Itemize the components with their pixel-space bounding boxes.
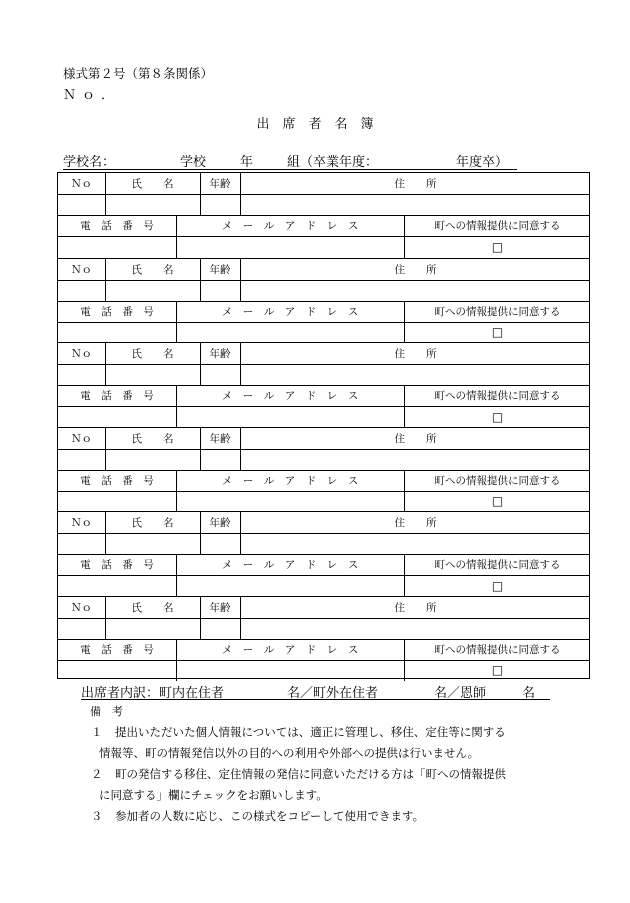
roster-entry-1 <box>58 173 589 258</box>
school-label: 学校 <box>180 155 207 170</box>
header-address: 住 所 <box>394 517 437 530</box>
grad-year-suffix: 年度卒） <box>456 155 509 170</box>
entry-age-field[interactable] <box>200 449 240 470</box>
entry-email-field[interactable] <box>176 236 404 257</box>
header-address: 住 所 <box>394 348 437 361</box>
header-age: 年齢 <box>209 601 231 614</box>
entry-no-field[interactable] <box>58 449 105 470</box>
year-label: 年 <box>240 155 254 170</box>
note-3-line-1: 参加者の人数に応じ、この様式をコピーして使用できます。 <box>115 809 425 823</box>
entry-no-field[interactable] <box>58 280 105 301</box>
header-address: 住 所 <box>394 178 437 191</box>
entry-address-field[interactable] <box>240 618 591 639</box>
roster-entry-3 <box>58 342 589 428</box>
header-email: メ ー ル ア ド レ ス <box>221 305 359 318</box>
entry-phone-field[interactable] <box>58 491 176 512</box>
entry-email-field[interactable] <box>176 575 404 596</box>
entry-phone-field[interactable] <box>58 660 176 681</box>
header-no: Ｎｏ <box>71 517 92 530</box>
attendee-breakdown-line <box>81 681 550 700</box>
entry-no-field[interactable] <box>58 618 105 639</box>
class-grad-year-label: 組（卒業年度： <box>287 155 379 170</box>
entry-age-field[interactable] <box>200 280 240 301</box>
consent-checkbox[interactable]: □ <box>491 578 504 593</box>
entry-age-field[interactable] <box>200 533 240 554</box>
header-consent: 町への情報提供に同意する <box>434 643 561 656</box>
header-name: 氏 名 <box>131 348 174 361</box>
header-age: 年齢 <box>209 432 231 445</box>
header-age: 年齢 <box>209 517 231 530</box>
breakdown-teacher: 名／恩師 <box>434 686 487 701</box>
school-name-label: 学校名： <box>63 155 116 170</box>
entry-email-field[interactable] <box>176 322 404 343</box>
header-email: メ ー ル ア ド レ ス <box>221 220 359 233</box>
consent-checkbox[interactable]: □ <box>491 239 504 254</box>
entry-name-field[interactable] <box>105 364 200 385</box>
breakdown-out-town: 名／町外在住者 <box>287 686 379 701</box>
entry-age-field[interactable] <box>200 364 240 385</box>
entry-phone-field[interactable] <box>58 322 176 343</box>
header-phone: 電 話 番 号 <box>80 474 154 487</box>
header-email: メ ー ル ア ド レ ス <box>221 643 359 656</box>
entry-phone-field[interactable] <box>58 406 176 427</box>
header-name: 氏 名 <box>131 178 174 191</box>
entry-address-field[interactable] <box>240 449 591 470</box>
entry-phone-field[interactable] <box>58 575 176 596</box>
entry-name-field[interactable] <box>105 280 200 301</box>
header-no: Ｎｏ <box>71 263 92 276</box>
header-consent: 町への情報提供に同意する <box>434 474 561 487</box>
header-address: 住 所 <box>394 601 437 614</box>
header-consent: 町への情報提供に同意する <box>434 559 561 572</box>
entry-address-field[interactable] <box>240 533 591 554</box>
entry-name-field[interactable] <box>105 618 200 639</box>
entry-name-field[interactable] <box>105 194 200 215</box>
header-no: Ｎｏ <box>71 348 92 361</box>
header-name: 氏 名 <box>131 517 174 530</box>
header-no: Ｎｏ <box>71 178 92 191</box>
note-2-line-2: に同意する」欄にチェックをお願いします。 <box>99 788 328 802</box>
header-email: メ ー ル ア ド レ ス <box>221 559 359 572</box>
roster-entry-4 <box>58 427 589 513</box>
entry-no-field[interactable] <box>58 533 105 554</box>
document-number: Ｎｏ． <box>63 88 121 103</box>
page-title: 出 席 者 名 簿 <box>256 117 374 132</box>
header-phone: 電 話 番 号 <box>80 559 154 572</box>
breakdown-unit: 名 <box>522 686 536 701</box>
entry-email-field[interactable] <box>176 660 404 681</box>
header-address: 住 所 <box>394 432 437 445</box>
entry-address-field[interactable] <box>240 194 591 215</box>
roster-entry-5 <box>58 511 589 597</box>
entry-name-field[interactable] <box>105 533 200 554</box>
entry-no-field[interactable] <box>58 364 105 385</box>
entry-address-field[interactable] <box>240 364 591 385</box>
notes-heading: 備 考 <box>90 705 123 718</box>
header-age: 年齢 <box>209 348 231 361</box>
header-consent: 町への情報提供に同意する <box>434 220 561 233</box>
consent-checkbox[interactable]: □ <box>491 325 504 340</box>
header-phone: 電 話 番 号 <box>80 305 154 318</box>
entry-age-field[interactable] <box>200 194 240 215</box>
consent-checkbox[interactable]: □ <box>491 494 504 509</box>
form-number: 様式第２号（第８条関係） <box>63 66 214 81</box>
header-phone: 電 話 番 号 <box>80 390 154 403</box>
header-consent: 町への情報提供に同意する <box>434 305 561 318</box>
header-no: Ｎｏ <box>71 601 92 614</box>
header-name: 氏 名 <box>131 263 174 276</box>
note-1-line-2: 情報等、町の情報発信以外の目的への利用や外部への提供は行いません。 <box>99 746 480 760</box>
header-email: メ ー ル ア ド レ ス <box>221 390 359 403</box>
consent-checkbox[interactable]: □ <box>491 663 504 678</box>
entry-address-field[interactable] <box>240 280 591 301</box>
entry-no-field[interactable] <box>58 194 105 215</box>
breakdown-in-town: 出席者内訳：町内在住者 <box>81 686 225 701</box>
header-age: 年齢 <box>209 178 231 191</box>
header-consent: 町への情報提供に同意する <box>434 390 561 403</box>
school-info-line <box>63 151 517 170</box>
header-no: Ｎｏ <box>71 432 92 445</box>
entry-phone-field[interactable] <box>58 236 176 257</box>
header-age: 年齢 <box>209 263 231 276</box>
entry-email-field[interactable] <box>176 406 404 427</box>
roster-entry-2 <box>58 258 589 344</box>
entry-email-field[interactable] <box>176 491 404 512</box>
header-address: 住 所 <box>394 263 437 276</box>
header-email: メ ー ル ア ド レ ス <box>221 474 359 487</box>
header-name: 氏 名 <box>131 601 174 614</box>
note-2-line-1: 町の発信する移住、定住情報の発信に同意いただける方は「町への情報提供 <box>115 767 506 781</box>
header-phone: 電 話 番 号 <box>80 220 154 233</box>
entry-name-field[interactable] <box>105 449 200 470</box>
roster-entry-6 <box>58 596 589 682</box>
note-1-line-1: 提出いただいた個人情報については、適正に管理し、移住、定住等に関する <box>115 725 506 739</box>
note-1-number: １ <box>91 725 103 739</box>
note-3-number: ３ <box>91 809 103 823</box>
header-phone: 電 話 番 号 <box>80 643 154 656</box>
consent-checkbox[interactable]: □ <box>491 409 504 424</box>
header-name: 氏 名 <box>131 432 174 445</box>
note-2-number: ２ <box>91 767 103 781</box>
attendee-roster-table <box>57 172 590 679</box>
entry-age-field[interactable] <box>200 618 240 639</box>
